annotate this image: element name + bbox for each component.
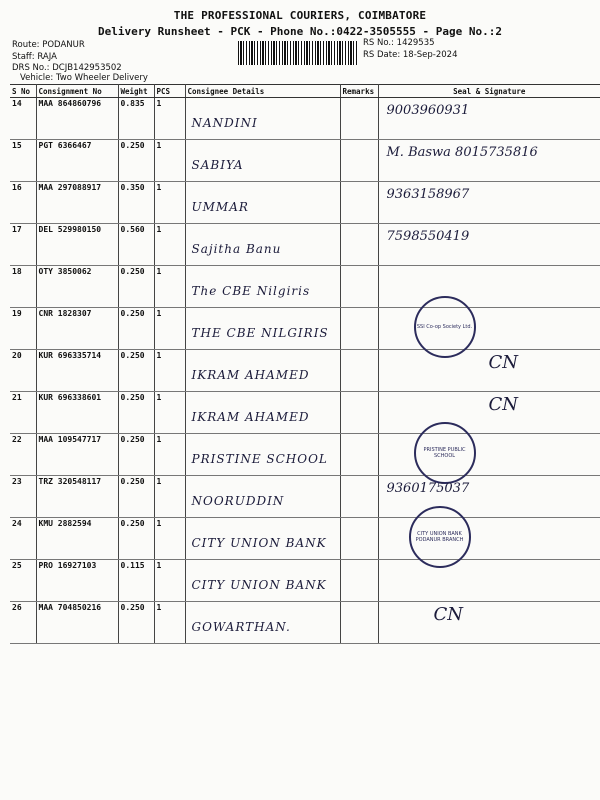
consignment-cell: CNR 1828307 xyxy=(36,308,118,350)
col-remarks: Remarks xyxy=(340,85,378,98)
table-row xyxy=(10,98,600,140)
consignee-cell xyxy=(185,266,340,308)
weight-cell: 0.250 xyxy=(118,476,154,518)
consignee-cell xyxy=(185,224,340,266)
weight-cell: 0.250 xyxy=(118,602,154,644)
consignee-cell xyxy=(185,350,340,392)
remarks-cell xyxy=(340,602,378,644)
consignee-cell xyxy=(185,308,340,350)
pcs-cell: 1 xyxy=(154,392,185,434)
col-pcs: PCS xyxy=(154,85,185,98)
remarks-cell xyxy=(340,560,378,602)
col-signature: Seal & Signature xyxy=(378,85,600,98)
weight-cell: 0.250 xyxy=(118,140,154,182)
weight-cell: 0.250 xyxy=(118,266,154,308)
pcs-cell: 1 xyxy=(154,602,185,644)
signature-cell xyxy=(378,560,600,602)
sno-cell: 15 xyxy=(10,140,36,182)
consignment-cell: TRZ 320548117 xyxy=(36,476,118,518)
route-label: Route: PODANUR xyxy=(12,40,85,50)
signature-cell xyxy=(378,308,600,350)
weight-cell: 0.560 xyxy=(118,224,154,266)
weight-cell: 0.250 xyxy=(118,434,154,476)
remarks-cell xyxy=(340,518,378,560)
runsheet-table xyxy=(10,84,600,644)
sno-cell: 19 xyxy=(10,308,36,350)
table-row xyxy=(10,224,600,266)
handwritten-consignee: PRISTINE SCHOOL xyxy=(191,452,328,466)
remarks-cell xyxy=(340,434,378,476)
remarks-cell xyxy=(340,140,378,182)
remarks-cell xyxy=(340,476,378,518)
remarks-cell xyxy=(340,266,378,308)
sno-cell: 18 xyxy=(10,266,36,308)
table-row xyxy=(10,182,600,224)
signature-cell xyxy=(378,350,600,392)
handwritten-consignee: GOWARTHAN. xyxy=(191,620,291,634)
remarks-cell xyxy=(340,98,378,140)
handwritten-consignee: The CBE Nilgiris xyxy=(191,284,311,298)
pcs-cell: 1 xyxy=(154,98,185,140)
signature-text: 9363158967 xyxy=(386,187,470,202)
table-header-row xyxy=(10,85,600,98)
consignment-cell: DEL 529980150 xyxy=(36,224,118,266)
handwritten-consignee: CITY UNION BANK xyxy=(191,578,327,592)
consignee-cell xyxy=(185,140,340,182)
consignee-cell xyxy=(185,182,340,224)
signature-cell xyxy=(378,518,600,560)
weight-cell: 0.115 xyxy=(118,560,154,602)
handwritten-consignee: SABIYA xyxy=(191,158,244,172)
consignee-cell xyxy=(185,434,340,476)
signature-cell xyxy=(378,224,600,266)
signature-cell xyxy=(378,266,600,308)
consignment-cell: KMU 2882594 xyxy=(36,518,118,560)
signature-cell xyxy=(378,476,600,518)
signature-cell xyxy=(378,392,600,434)
weight-cell: 0.250 xyxy=(118,392,154,434)
weight-cell: 0.250 xyxy=(118,518,154,560)
consignee-cell xyxy=(185,602,340,644)
table-row xyxy=(10,266,600,308)
barcode xyxy=(238,41,358,65)
table-row xyxy=(10,308,600,350)
staff-label: Staff: RAJA xyxy=(12,52,57,62)
weight-cell: 0.350 xyxy=(118,182,154,224)
handwritten-consignee: NANDINI xyxy=(191,116,258,130)
drs-label: DRS No.: DCJB142953502 xyxy=(12,63,122,73)
pcs-cell: 1 xyxy=(154,476,185,518)
rs-date: RS Date: 18-Sep-2024 xyxy=(363,50,458,60)
handwritten-consignee: IKRAM AHAMED xyxy=(191,410,310,424)
signature-text: 9003960931 xyxy=(386,103,470,118)
pcs-cell: 1 xyxy=(154,518,185,560)
table-row xyxy=(10,602,600,644)
handwritten-consignee: Sajitha Banu xyxy=(191,242,282,256)
consignment-cell: MAA 704850216 xyxy=(36,602,118,644)
handwritten-consignee: THE CBE NILGIRIS xyxy=(191,326,329,340)
seal-stamp: CITY UNION BANK PODANUR BRANCH xyxy=(409,506,471,568)
col-sno: S No xyxy=(10,85,36,98)
table-row xyxy=(10,560,600,602)
consignment-cell: PGT 6366467 xyxy=(36,140,118,182)
sno-cell: 20 xyxy=(10,350,36,392)
consignee-cell xyxy=(185,98,340,140)
pcs-cell: 1 xyxy=(154,350,185,392)
consignee-cell xyxy=(185,518,340,560)
pcs-cell: 1 xyxy=(154,308,185,350)
signature-text: CN xyxy=(488,352,519,373)
handwritten-consignee: NOORUDDIN xyxy=(191,494,285,508)
pcs-cell: 1 xyxy=(154,224,185,266)
signature-text: CN xyxy=(433,604,464,625)
weight-cell: 0.250 xyxy=(118,308,154,350)
table-row xyxy=(10,350,600,392)
consignment-cell: KUR 696338601 xyxy=(36,392,118,434)
remarks-cell xyxy=(340,224,378,266)
signature-cell xyxy=(378,602,600,644)
consignment-cell: KUR 696335714 xyxy=(36,350,118,392)
signature-cell xyxy=(378,182,600,224)
table-row xyxy=(10,518,600,560)
signature-text: M. Baswa 8015735816 xyxy=(386,145,538,160)
sno-cell: 22 xyxy=(10,434,36,476)
sno-cell: 17 xyxy=(10,224,36,266)
table-row xyxy=(10,476,600,518)
sno-cell: 16 xyxy=(10,182,36,224)
weight-cell: 0.250 xyxy=(118,350,154,392)
signature-cell xyxy=(378,98,600,140)
remarks-cell xyxy=(340,308,378,350)
pcs-cell: 1 xyxy=(154,182,185,224)
col-consignee: Consignee Details xyxy=(185,85,340,98)
sno-cell: 26 xyxy=(10,602,36,644)
sno-cell: 23 xyxy=(10,476,36,518)
sno-cell: 14 xyxy=(10,98,36,140)
handwritten-consignee: CITY UNION BANK xyxy=(191,536,327,550)
rs-number: RS No.: 1429535 xyxy=(363,38,435,48)
remarks-cell xyxy=(340,182,378,224)
pcs-cell: 1 xyxy=(154,434,185,476)
handwritten-consignee: UMMAR xyxy=(191,200,249,214)
sno-cell: 21 xyxy=(10,392,36,434)
vehicle-label: Vehicle: Two Wheeler Delivery xyxy=(20,73,148,83)
handwritten-consignee: IKRAM AHAMED xyxy=(191,368,310,382)
signature-text: 7598550419 xyxy=(386,229,470,244)
signature-text: 9360175037 xyxy=(386,481,470,496)
signature-cell xyxy=(378,434,600,476)
table-row xyxy=(10,434,600,476)
company-title: THE PROFESSIONAL COURIERS, COIMBATORE xyxy=(173,9,427,22)
signature-text: CN xyxy=(488,394,519,415)
weight-cell: 0.835 xyxy=(118,98,154,140)
consignee-cell xyxy=(185,476,340,518)
sno-cell: 25 xyxy=(10,560,36,602)
consignee-cell xyxy=(185,560,340,602)
signature-cell xyxy=(378,140,600,182)
consignment-cell: OTY 3850062 xyxy=(36,266,118,308)
table-row xyxy=(10,140,600,182)
seal-stamp: SSI Co-op Society Ltd. xyxy=(414,296,476,358)
pcs-cell: 1 xyxy=(154,266,185,308)
col-weight: Weight xyxy=(118,85,154,98)
table-row xyxy=(10,392,600,434)
runsheet-subtitle: Delivery Runsheet - PCK - Phone No.:0422-3505555 - Page No.:2 xyxy=(98,25,502,38)
consignment-cell: MAA 864860796 xyxy=(36,98,118,140)
consignee-cell xyxy=(185,392,340,434)
consignment-cell: MAA 109547717 xyxy=(36,434,118,476)
sno-cell: 24 xyxy=(10,518,36,560)
remarks-cell xyxy=(340,392,378,434)
pcs-cell: 1 xyxy=(154,560,185,602)
seal-stamp: PRISTINE PUBLIC SCHOOL xyxy=(414,422,476,484)
consignment-cell: MAA 297088917 xyxy=(36,182,118,224)
pcs-cell: 1 xyxy=(154,140,185,182)
remarks-cell xyxy=(340,350,378,392)
col-consignment: Consignment No xyxy=(36,85,118,98)
consignment-cell: PRO 16927103 xyxy=(36,560,118,602)
